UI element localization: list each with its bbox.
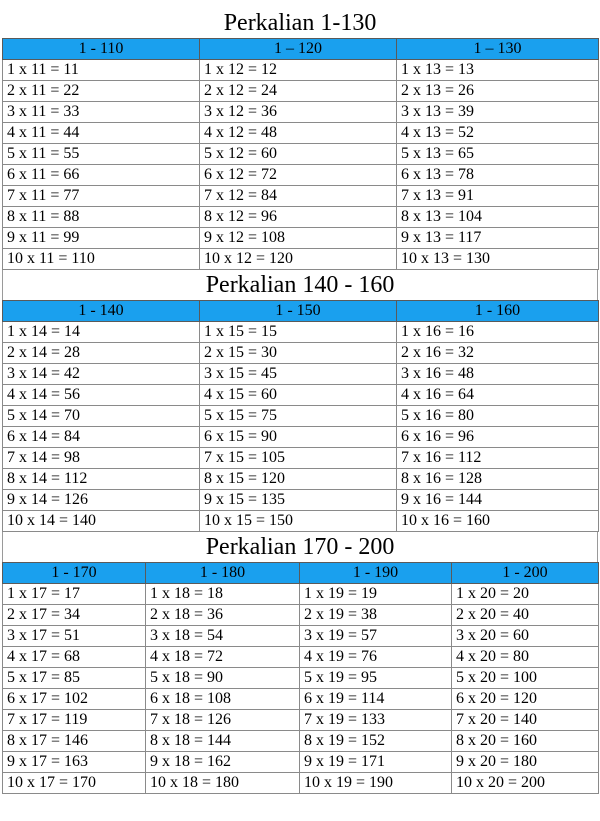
- multiplication-cell: 9 x 16 = 144: [397, 490, 599, 511]
- multiplication-cell: 3 x 20 = 60: [452, 626, 599, 647]
- multiplication-sheet: [2, 8, 598, 794]
- table-row: [3, 752, 599, 773]
- multiplication-cell: 8 x 20 = 160: [452, 731, 599, 752]
- table-row: [3, 81, 599, 102]
- multiplication-cell: 1 x 20 = 20: [452, 584, 599, 605]
- table-row: [3, 364, 599, 385]
- multiplication-cell: 7 x 12 = 84: [200, 186, 397, 207]
- multiplication-cell: 5 x 19 = 95: [300, 668, 452, 689]
- multiplication-cell: 3 x 18 = 54: [146, 626, 300, 647]
- multiplication-cell: 10 x 16 = 160: [397, 511, 599, 532]
- multiplication-cell: 6 x 19 = 114: [300, 689, 452, 710]
- multiplication-cell: 4 x 17 = 68: [3, 647, 146, 668]
- multiplication-cell: 10 x 19 = 190: [300, 773, 452, 794]
- table-row: [3, 511, 599, 532]
- table-row: [3, 448, 599, 469]
- multiplication-cell: 10 x 12 = 120: [200, 249, 397, 270]
- section-title: Perkalian 1-130: [223, 10, 377, 36]
- multiplication-cell: 2 x 18 = 36: [146, 605, 300, 626]
- multiplication-cell: 6 x 12 = 72: [200, 165, 397, 186]
- multiplication-cell: 3 x 16 = 48: [397, 364, 599, 385]
- multiplication-cell: 4 x 16 = 64: [397, 385, 599, 406]
- multiplication-cell: 3 x 13 = 39: [397, 102, 599, 123]
- multiplication-cell: 1 x 15 = 15: [200, 322, 397, 343]
- column-header: 1 - 170: [3, 563, 146, 584]
- multiplication-cell: 3 x 15 = 45: [200, 364, 397, 385]
- multiplication-cell: 1 x 13 = 13: [397, 60, 599, 81]
- table-row: [3, 668, 599, 689]
- multiplication-cell: 7 x 14 = 98: [3, 448, 200, 469]
- multiplication-cell: 1 x 17 = 17: [3, 584, 146, 605]
- multiplication-cell: 8 x 12 = 96: [200, 207, 397, 228]
- column-header: 1 - 140: [3, 301, 200, 322]
- multiplication-cell: 9 x 14 = 126: [3, 490, 200, 511]
- multiplication-table: [2, 300, 599, 532]
- multiplication-cell: 5 x 11 = 55: [3, 144, 200, 165]
- multiplication-cell: 7 x 20 = 140: [452, 710, 599, 731]
- multiplication-cell: 8 x 18 = 144: [146, 731, 300, 752]
- multiplication-cell: 2 x 20 = 40: [452, 605, 599, 626]
- multiplication-cell: 7 x 19 = 133: [300, 710, 452, 731]
- multiplication-cell: 2 x 15 = 30: [200, 343, 397, 364]
- table-row: [3, 689, 599, 710]
- table-row: [3, 385, 599, 406]
- multiplication-table: [2, 38, 599, 270]
- multiplication-cell: 9 x 11 = 99: [3, 228, 200, 249]
- multiplication-cell: 10 x 20 = 200: [452, 773, 599, 794]
- multiplication-cell: 5 x 17 = 85: [3, 668, 146, 689]
- multiplication-cell: 4 x 18 = 72: [146, 647, 300, 668]
- multiplication-cell: 8 x 11 = 88: [3, 207, 200, 228]
- multiplication-cell: 7 x 13 = 91: [397, 186, 599, 207]
- column-header: 1 – 130: [397, 39, 599, 60]
- header-row: [3, 563, 599, 584]
- table-row: [3, 710, 599, 731]
- table-row: [3, 186, 599, 207]
- multiplication-cell: 8 x 13 = 104: [397, 207, 599, 228]
- table-row: [3, 249, 599, 270]
- multiplication-cell: 3 x 14 = 42: [3, 364, 200, 385]
- multiplication-cell: 7 x 17 = 119: [3, 710, 146, 731]
- table-row: [3, 343, 599, 364]
- multiplication-cell: 8 x 16 = 128: [397, 469, 599, 490]
- multiplication-cell: 7 x 15 = 105: [200, 448, 397, 469]
- column-header: 1 - 160: [397, 301, 599, 322]
- multiplication-cell: 9 x 13 = 117: [397, 228, 599, 249]
- multiplication-cell: 5 x 20 = 100: [452, 668, 599, 689]
- table-row: [3, 490, 599, 511]
- multiplication-cell: 6 x 20 = 120: [452, 689, 599, 710]
- table-row: [3, 731, 599, 752]
- multiplication-cell: 9 x 17 = 163: [3, 752, 146, 773]
- multiplication-cell: 3 x 12 = 36: [200, 102, 397, 123]
- multiplication-cell: 1 x 19 = 19: [300, 584, 452, 605]
- table-row: [3, 123, 599, 144]
- multiplication-cell: 7 x 11 = 77: [3, 186, 200, 207]
- multiplication-cell: 10 x 13 = 130: [397, 249, 599, 270]
- multiplication-cell: 4 x 12 = 48: [200, 123, 397, 144]
- multiplication-cell: 4 x 20 = 80: [452, 647, 599, 668]
- table-row: [3, 406, 599, 427]
- column-header: 1 - 200: [452, 563, 599, 584]
- multiplication-cell: 9 x 19 = 171: [300, 752, 452, 773]
- table-row: [3, 427, 599, 448]
- column-header: 1 - 180: [146, 563, 300, 584]
- column-header: 1 - 110: [3, 39, 200, 60]
- table-row: [3, 228, 599, 249]
- header-row: [3, 301, 599, 322]
- table-row: [3, 605, 599, 626]
- multiplication-cell: 3 x 17 = 51: [3, 626, 146, 647]
- header-row: [3, 39, 599, 60]
- multiplication-cell: 6 x 14 = 84: [3, 427, 200, 448]
- multiplication-cell: 10 x 18 = 180: [146, 773, 300, 794]
- table-row: [3, 144, 599, 165]
- multiplication-cell: 2 x 17 = 34: [3, 605, 146, 626]
- table-row: [3, 102, 599, 123]
- multiplication-cell: 1 x 11 = 11: [3, 60, 200, 81]
- table-row: [3, 60, 599, 81]
- multiplication-cell: 8 x 14 = 112: [3, 469, 200, 490]
- multiplication-cell: 2 x 14 = 28: [3, 343, 200, 364]
- multiplication-cell: 5 x 15 = 75: [200, 406, 397, 427]
- table-row: [3, 584, 599, 605]
- multiplication-cell: 1 x 14 = 14: [3, 322, 200, 343]
- multiplication-cell: 2 x 12 = 24: [200, 81, 397, 102]
- multiplication-cell: 9 x 15 = 135: [200, 490, 397, 511]
- multiplication-cell: 4 x 19 = 76: [300, 647, 452, 668]
- multiplication-cell: 6 x 11 = 66: [3, 165, 200, 186]
- multiplication-cell: 1 x 18 = 18: [146, 584, 300, 605]
- multiplication-cell: 6 x 17 = 102: [3, 689, 146, 710]
- multiplication-cell: 2 x 16 = 32: [397, 343, 599, 364]
- multiplication-cell: 8 x 15 = 120: [200, 469, 397, 490]
- column-header: 1 – 120: [200, 39, 397, 60]
- multiplication-cell: 10 x 17 = 170: [3, 773, 146, 794]
- multiplication-cell: 8 x 17 = 146: [3, 731, 146, 752]
- multiplication-cell: 10 x 11 = 110: [3, 249, 200, 270]
- table-row: [3, 469, 599, 490]
- multiplication-cell: 5 x 14 = 70: [3, 406, 200, 427]
- table-row: [3, 322, 599, 343]
- multiplication-cell: 4 x 15 = 60: [200, 385, 397, 406]
- multiplication-cell: 8 x 19 = 152: [300, 731, 452, 752]
- multiplication-cell: 6 x 18 = 108: [146, 689, 300, 710]
- multiplication-cell: 5 x 16 = 80: [397, 406, 599, 427]
- multiplication-cell: 2 x 13 = 26: [397, 81, 599, 102]
- multiplication-cell: 4 x 13 = 52: [397, 123, 599, 144]
- multiplication-cell: 10 x 15 = 150: [200, 511, 397, 532]
- multiplication-cell: 5 x 18 = 90: [146, 668, 300, 689]
- multiplication-table: [2, 562, 599, 794]
- multiplication-cell: 9 x 12 = 108: [200, 228, 397, 249]
- column-header: 1 - 150: [200, 301, 397, 322]
- table-row: [3, 647, 599, 668]
- column-header: 1 - 190: [300, 563, 452, 584]
- multiplication-cell: 6 x 15 = 90: [200, 427, 397, 448]
- multiplication-cell: 7 x 16 = 112: [397, 448, 599, 469]
- table-row: [3, 626, 599, 647]
- table-row: [3, 207, 599, 228]
- multiplication-cell: 9 x 18 = 162: [146, 752, 300, 773]
- multiplication-cell: 10 x 14 = 140: [3, 511, 200, 532]
- multiplication-cell: 2 x 19 = 38: [300, 605, 452, 626]
- multiplication-cell: 6 x 13 = 78: [397, 165, 599, 186]
- multiplication-cell: 9 x 20 = 180: [452, 752, 599, 773]
- multiplication-cell: 5 x 12 = 60: [200, 144, 397, 165]
- multiplication-cell: 3 x 19 = 57: [300, 626, 452, 647]
- section-title: Perkalian 140 - 160: [2, 270, 598, 300]
- multiplication-cell: 6 x 16 = 96: [397, 427, 599, 448]
- multiplication-cell: 4 x 11 = 44: [3, 123, 200, 144]
- multiplication-cell: 1 x 16 = 16: [397, 322, 599, 343]
- table-row: [3, 165, 599, 186]
- multiplication-cell: 2 x 11 = 22: [3, 81, 200, 102]
- table-row: [3, 773, 599, 794]
- multiplication-cell: 5 x 13 = 65: [397, 144, 599, 165]
- section-title: Perkalian 170 - 200: [2, 532, 598, 562]
- multiplication-cell: 1 x 12 = 12: [200, 60, 397, 81]
- multiplication-cell: 7 x 18 = 126: [146, 710, 300, 731]
- multiplication-cell: 3 x 11 = 33: [3, 102, 200, 123]
- multiplication-cell: 4 x 14 = 56: [3, 385, 200, 406]
